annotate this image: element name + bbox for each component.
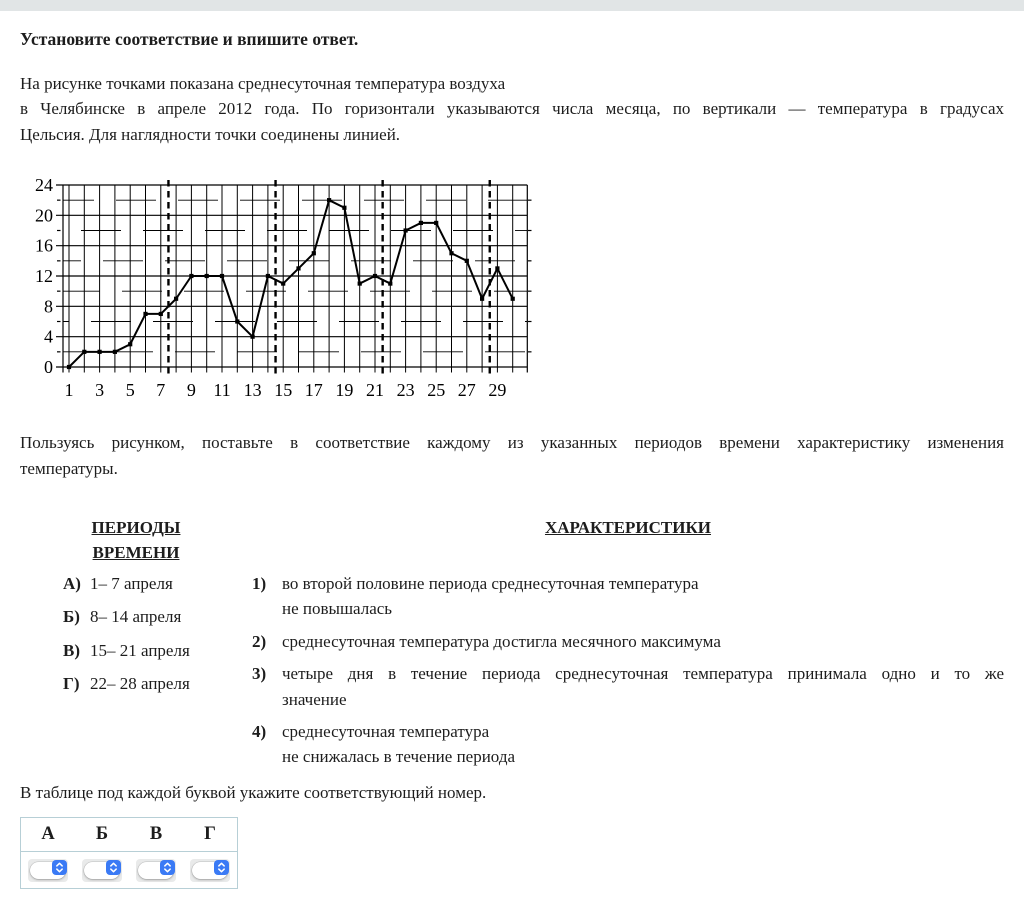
- svg-text:5: 5: [125, 380, 135, 401]
- task-line-1: Пользуясь рисунком, поставьте в соответствие каждому из указанных периодов времени характеристику изменения: [20, 433, 1004, 453]
- svg-text:1: 1: [64, 380, 74, 401]
- answer-col-v-label: В: [149, 824, 163, 845]
- svg-text:27: 27: [457, 380, 476, 401]
- characteristic-line: не снижалась в течение периода: [282, 747, 516, 767]
- periods-header-line2: ВРЕМЕНИ: [92, 543, 180, 563]
- svg-text:16: 16: [35, 235, 53, 256]
- answer-select-g[interactable]: [190, 859, 230, 882]
- period-letter: Г): [63, 674, 80, 694]
- svg-text:8: 8: [44, 296, 53, 317]
- svg-text:29: 29: [488, 380, 507, 401]
- characteristic-num: 4): [252, 722, 267, 742]
- answer-table-select-row: [21, 852, 237, 888]
- answer-select-a[interactable]: [28, 859, 68, 882]
- page-title: Установите соответствие и впишите ответ.: [20, 29, 359, 49]
- svg-text:3: 3: [95, 380, 105, 401]
- svg-text:12: 12: [35, 266, 53, 287]
- characteristic-num: 1): [252, 574, 267, 594]
- select-stepper-icon: [52, 860, 67, 875]
- temperature-chart: [20, 167, 560, 403]
- answer-col-g-label: Г: [204, 824, 216, 845]
- characteristics-header: [252, 515, 1004, 571]
- period-letter: Б): [63, 607, 80, 627]
- svg-text:19: 19: [335, 380, 354, 401]
- intro-line-3: Цельсия. Для наглядности точки соединены линией.: [20, 124, 401, 144]
- svg-text:4: 4: [44, 326, 53, 347]
- svg-text:23: 23: [396, 380, 415, 401]
- top-gray-bar: [0, 0, 1024, 11]
- svg-text:25: 25: [427, 380, 446, 401]
- characteristic-line: значение: [282, 689, 347, 709]
- period-item-a: [20, 571, 252, 596]
- answer-table-header-row: [21, 818, 237, 852]
- period-text: 8– 14 апреля: [90, 607, 182, 627]
- svg-text:20: 20: [35, 205, 53, 226]
- svg-text:15: 15: [274, 380, 293, 401]
- characteristic-line: четыре дня в течение периода среднесуточная температура принимала одно и то же: [282, 664, 1004, 684]
- period-item-v: [20, 638, 252, 663]
- period-text: 1– 7 апреля: [90, 574, 173, 594]
- svg-text:13: 13: [243, 380, 262, 401]
- characteristic-text: [282, 571, 1004, 622]
- periods-header: [20, 515, 252, 571]
- period-item-g: [20, 671, 252, 696]
- intro-paragraph: [20, 71, 1004, 147]
- period-text: 22– 28 апреля: [90, 674, 190, 694]
- answer-col-a-label: А: [41, 824, 55, 845]
- characteristic-text: [282, 719, 1004, 770]
- characteristic-num: 3): [252, 664, 267, 684]
- svg-text:9: 9: [186, 380, 196, 401]
- characteristics-header-text: ХАРАКТЕРИСТИКИ: [544, 518, 712, 538]
- svg-text:7: 7: [156, 380, 166, 401]
- period-item-b: [20, 604, 252, 629]
- characteristics-column: [252, 515, 1004, 770]
- characteristic-text: [282, 629, 1004, 654]
- select-stepper-icon: [214, 860, 229, 875]
- task-line-2: температуры.: [20, 458, 118, 478]
- characteristic-line: не повышалась: [282, 599, 393, 619]
- intro-line-1: На рисунке точками показана среднесуточная температура воздуха: [20, 74, 506, 93]
- answer-table-prompt: В таблице под каждой буквой укажите соответствующий номер.: [20, 782, 487, 802]
- svg-text:11: 11: [213, 380, 231, 401]
- svg-text:21: 21: [366, 380, 384, 401]
- answer-col-b-label: Б: [95, 824, 109, 845]
- period-letter: А): [63, 574, 81, 594]
- characteristic-line: среднесуточная температура достигла месячного максимума: [282, 631, 721, 651]
- characteristic-item-1: [252, 571, 1004, 622]
- characteristic-num: 2): [252, 631, 267, 651]
- select-stepper-icon: [160, 860, 175, 875]
- characteristic-item-2: [252, 629, 1004, 654]
- svg-text:17: 17: [304, 380, 323, 401]
- task-paragraph: [20, 430, 1004, 481]
- period-text: 15– 21 апреля: [90, 640, 190, 660]
- answer-select-v[interactable]: [136, 859, 176, 882]
- intro-line-2: в Челябинске в апреле 2012 года. По горизонтали указываются числа месяца, по вертикали — температура в градусах: [20, 99, 1004, 119]
- characteristic-line: среднесуточная температура: [282, 722, 490, 742]
- periods-column: [20, 515, 252, 770]
- characteristic-item-3: [252, 661, 1004, 712]
- page-content: [0, 28, 1024, 889]
- select-stepper-icon: [106, 860, 121, 875]
- svg-text:0: 0: [44, 357, 53, 378]
- matching-section: [20, 515, 1004, 770]
- answer-select-b[interactable]: [82, 859, 122, 882]
- characteristic-line: во второй половине периода среднесуточная температура: [282, 574, 699, 594]
- period-letter: В): [63, 640, 80, 660]
- periods-header-line1: ПЕРИОДЫ: [91, 518, 181, 538]
- answer-table: [20, 817, 238, 889]
- characteristic-item-4: [252, 719, 1004, 770]
- svg-text:24: 24: [35, 175, 53, 196]
- characteristic-text: [282, 661, 1004, 712]
